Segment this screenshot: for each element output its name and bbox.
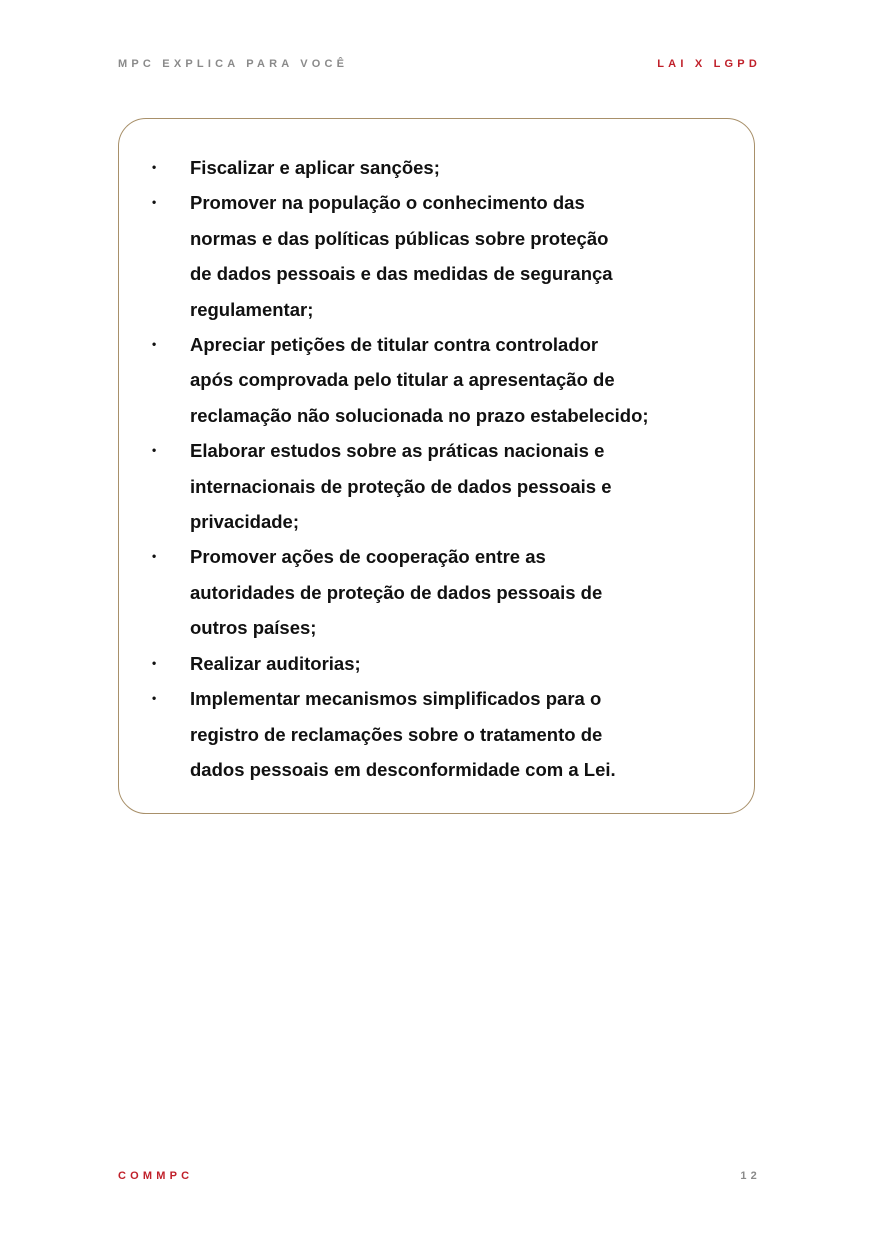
list-item-text: Promover ações de cooperação entre as [190, 546, 546, 568]
list-item-text: de dados pessoais e das medidas de segurança [190, 263, 613, 285]
content-box [118, 118, 755, 814]
bullet-icon: • [152, 443, 157, 458]
list-item [119, 433, 754, 539]
list-item [119, 681, 754, 787]
bullet-icon: • [152, 691, 157, 706]
list-item-text: reclamação não solucionada no prazo estabelecido; [190, 404, 649, 426]
bullet-icon: • [152, 655, 157, 670]
list-item-text: dados pessoais em desconformidade com a Lei. [190, 758, 616, 780]
list-item [119, 646, 754, 681]
list-item-text: Implementar mecanismos simplificados para o [190, 688, 602, 710]
header-section-label: LAI X LGPD [657, 58, 761, 70]
header-title: MPC EXPLICA PARA VOCÊ [118, 58, 349, 70]
list-item-text: outros países; [190, 617, 317, 639]
list-item-text: Realizar auditorias; [190, 652, 361, 674]
page-number: 12 [740, 1170, 761, 1182]
list-item [119, 150, 754, 185]
list-item-text: privacidade; [190, 511, 299, 533]
list-item [119, 185, 754, 327]
list-item-text: Fiscalizar e aplicar sanções; [190, 157, 440, 178]
list-item-text: Promover na população o conhecimento das [190, 192, 585, 214]
list-item-text: normas e das políticas públicas sobre proteção [190, 227, 609, 249]
list-item [119, 327, 754, 433]
footer-brand: COMMPC [118, 1170, 194, 1182]
list-item-text: autoridades de proteção de dados pessoais de [190, 581, 603, 603]
list-item [119, 539, 754, 645]
bullet-icon: • [152, 195, 157, 210]
list-item-text: internacionais de proteção de dados pessoais e [190, 475, 612, 497]
list-item-text: Apreciar petições de titular contra controlador [190, 334, 599, 356]
bullet-list [119, 150, 754, 787]
list-item-text: após comprovada pelo titular a apresentação de [190, 369, 615, 391]
bullet-icon: • [152, 160, 157, 174]
list-item-text: Elaborar estudos sobre as práticas nacionais e [190, 440, 605, 462]
bullet-icon: • [152, 337, 157, 352]
list-item-text: registro de reclamações sobre o tratamento de [190, 723, 603, 745]
bullet-icon: • [152, 549, 157, 564]
list-item-text: regulamentar; [190, 298, 314, 320]
